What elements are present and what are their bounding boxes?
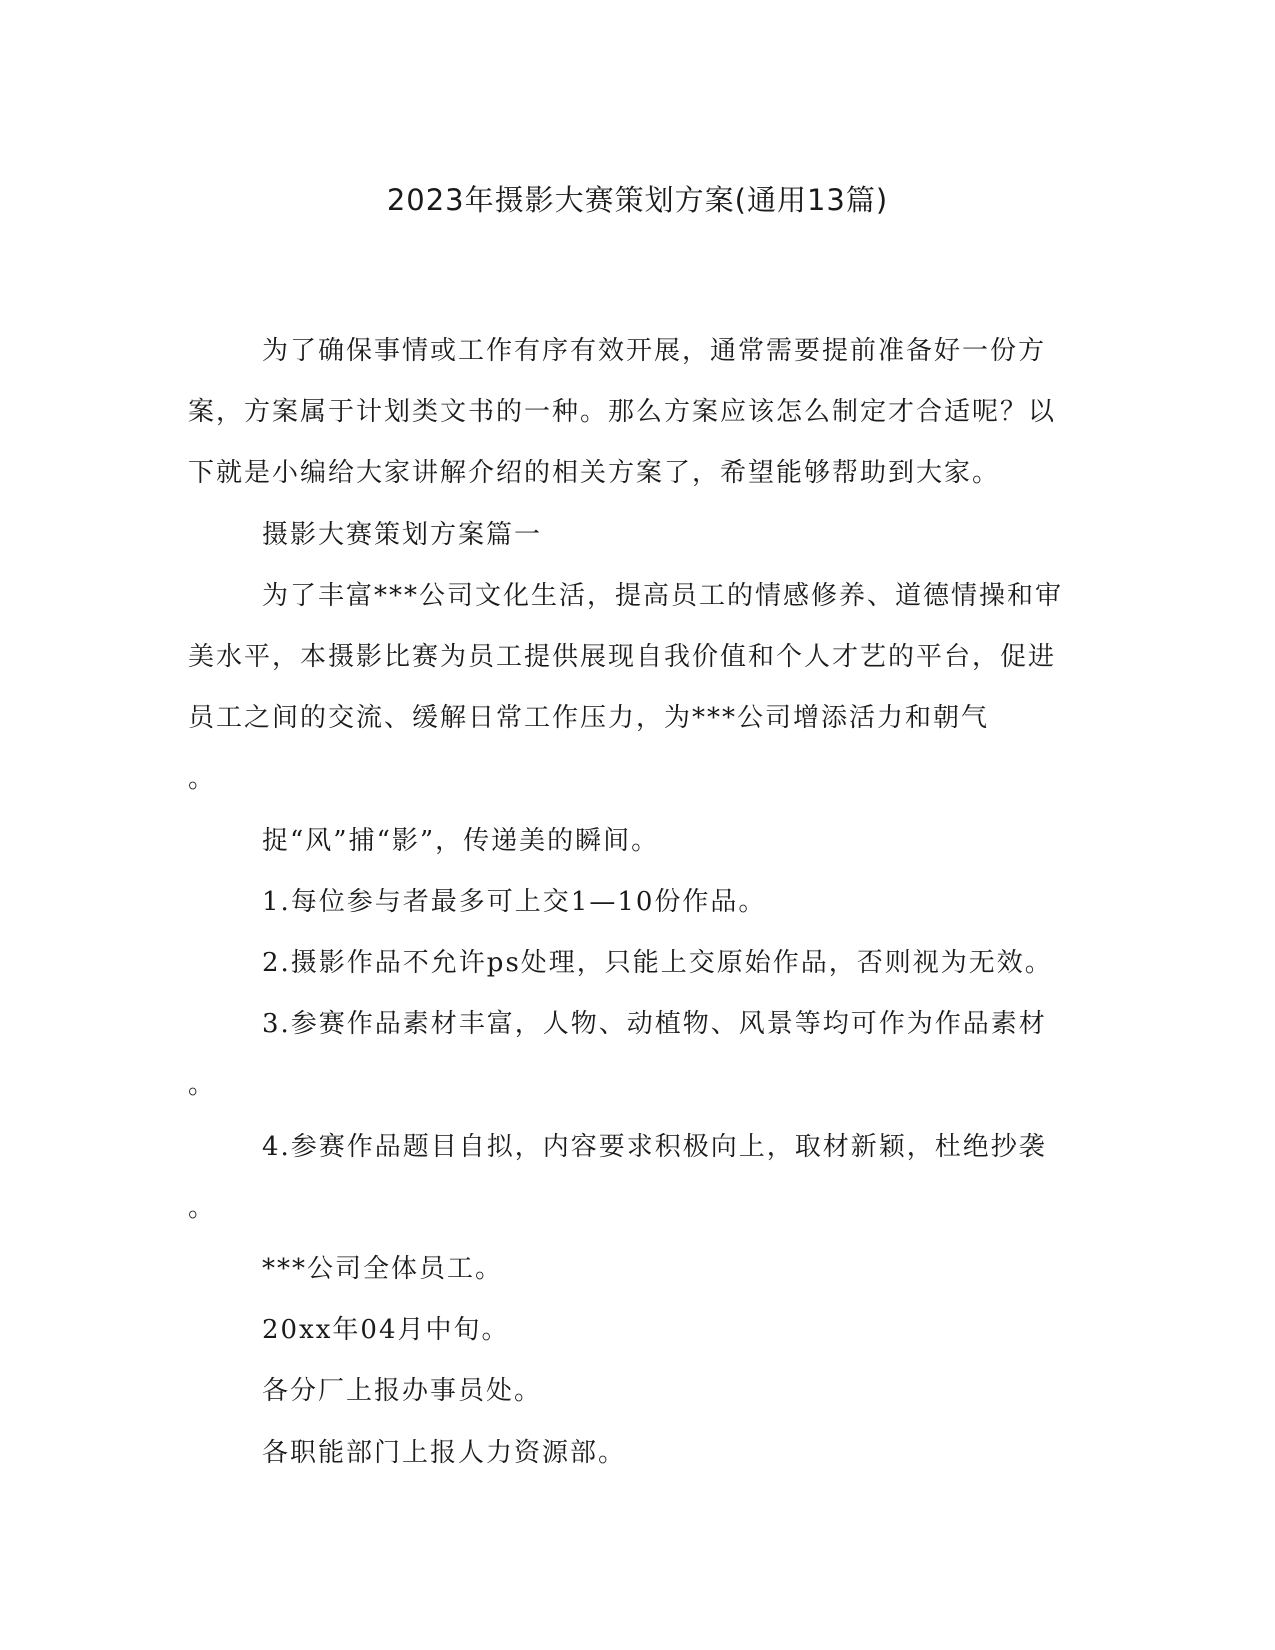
rule-item-4-end: 。	[188, 1192, 217, 1223]
rule-item-3-end: 。	[188, 1070, 217, 1101]
rule-item-1: 1.每位参与者最多可上交1—10份作品。	[262, 886, 767, 917]
purpose-paragraph-end: 。	[188, 764, 217, 795]
rule-item-4: 4.参赛作品题目自拟，内容要求积极向上，取材新颖，杜绝抄袭	[262, 1131, 1047, 1162]
time-paragraph: 20xx年04月中旬。	[262, 1315, 510, 1346]
purpose-paragraph: 为了丰富***公司文化生活，提高员工的情感修养、道德情操和审美水平，本摄影比赛为员工提供展现自我价值和个人才艺的平台，促进员工之间的交流、缓解日常工作压力，为***公司增添活力和朝气	[188, 580, 1064, 734]
section-heading: 摄影大赛策划方案篇一	[262, 519, 543, 550]
intro-paragraph: 为了确保事情或工作有序有效开展，通常需要提前准备好一份方案，方案属于计划类文书的一种。那么方案应该怎么制定才合适呢？以下就是小编给大家讲解介绍的相关方案了，希望能够帮助到大家。	[188, 336, 1057, 489]
theme-paragraph: 捉“风”捕“影”，传递美的瞬间。	[262, 825, 660, 856]
rule-item-2: 2.摄影作品不允许ps处理，只能上交原始作品，否则视为无效。	[262, 948, 1053, 979]
submission-department-paragraph: 各职能部门上报人力资源部。	[262, 1437, 627, 1468]
document-body	[188, 321, 1068, 1484]
submission-branch-paragraph: 各分厂上报办事员处。	[262, 1376, 543, 1407]
document-title: 2023年摄影大赛策划方案(通用13篇)	[386, 183, 889, 217]
rule-item-3: 3.参赛作品素材丰富，人物、动植物、风景等均可作为作品素材	[262, 1009, 1047, 1040]
participants-paragraph: ***公司全体员工。	[262, 1254, 504, 1285]
